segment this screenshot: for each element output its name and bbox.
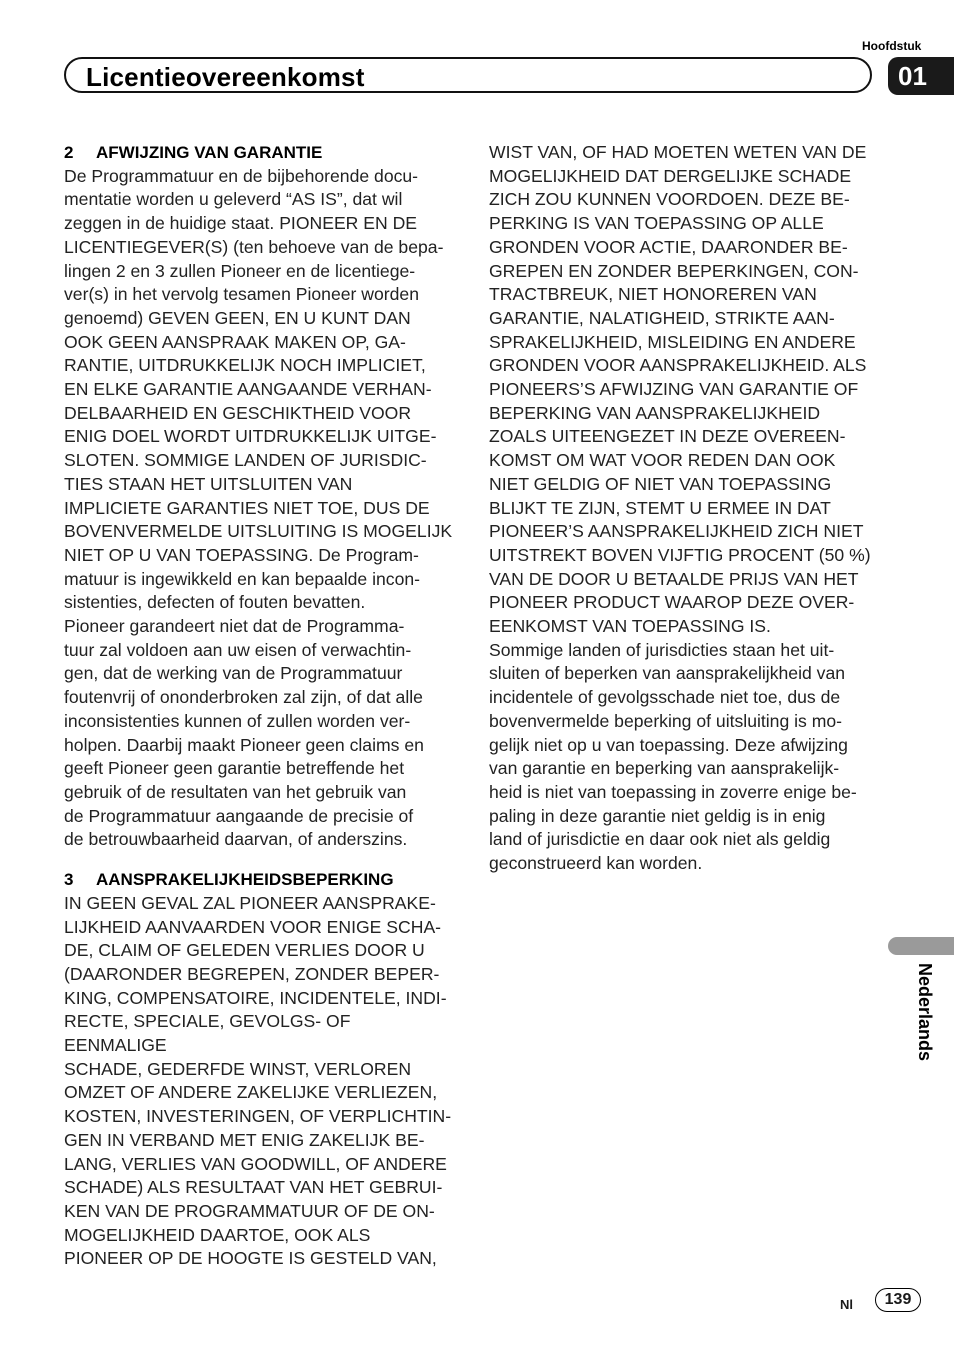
text-line: ver(s) in het vervolg tesamen Pioneer worden: [64, 284, 419, 305]
text-line: sluiten of beperken van aansprakelijkheid van: [489, 663, 846, 684]
text-line: van garantie en beperking van aansprakelijk-: [489, 758, 840, 779]
text-line: UITSTREKT BOVEN VIJFTIG PROCENT (50 %): [489, 544, 871, 565]
text-line: SCHADE, GEDERFDE WINST, VERLOREN: [64, 1058, 412, 1079]
text-line: gen, dat de werking van de Programmatuur: [64, 663, 403, 684]
language-tab: [888, 937, 954, 955]
text-line: PERKING IS VAN TOEPASSING OP ALLE: [489, 213, 824, 234]
text-line: heid is niet van toepassing in zoverre enige be-: [489, 781, 857, 802]
text-line: PIONEER OP DE HOOGTE IS GESTELD VAN,: [64, 1248, 437, 1269]
text-line: ENIG DOEL WORDT UITDRUKKELIJK UITGE-: [64, 426, 437, 447]
text-line: TIES STAAN HET UITSLUITEN VAN: [64, 473, 353, 494]
text-line: DE, CLAIM OF GELEDEN VERLIES DOOR U: [64, 940, 425, 961]
text-line: foutenvrij of ononderbroken zal zijn, of dat alle: [64, 687, 423, 708]
text-line: NIET OP U VAN TOEPASSING. De Program-: [64, 544, 419, 565]
text-line: ZICH ZOU KUNNEN VOORDOEN. DEZE BE-: [489, 189, 850, 210]
text-line: land of jurisdictie en daar ook niet als geldig: [489, 829, 831, 850]
text-line: IMPLICIETE GARANTIES NIET TOE, DUS DE: [64, 497, 430, 518]
text-line: tuur zal voldoen aan uw eisen of verwachtin-: [64, 639, 412, 660]
text-line: LANG, VERLIES VAN GOODWILL, OF ANDERE: [64, 1153, 447, 1174]
text-line: (DAARONDER BEGREPEN, ZONDER BEPER-: [64, 963, 440, 984]
text-line: inconsistenties kunnen of zullen worden ver-: [64, 710, 411, 731]
text-line: OOK GEEN AANSPRAAK MAKEN OP, GA-: [64, 331, 406, 352]
text-line: VAN DE DOOR U BETAALDE PRIJS VAN HET: [489, 568, 859, 589]
text-line: GARANTIE, NALATIGHEID, STRIKTE AAN-: [489, 307, 835, 328]
chapter-label: Hoofdstuk: [862, 39, 922, 53]
text-line: Pioneer garandeert niet dat de Programma-: [64, 616, 405, 637]
left-column: [64, 141, 456, 1271]
text-line: de Programmatuur aangaande de precisie of: [64, 805, 414, 826]
text-line: geeft Pioneer geen garantie betreffende het: [64, 758, 405, 779]
chapter-number-badge: 01: [888, 57, 954, 95]
text-line: EENKOMST VAN TOEPASSING IS.: [489, 616, 771, 637]
text-line: incidentele of gevolgsschade niet toe, dus de: [489, 687, 841, 708]
text-line: GRONDEN VOOR AANSPRAKELIJKHEID. ALS: [489, 355, 867, 376]
section-3-body: [64, 892, 456, 1271]
text-line: DELBAARHEID EN GESCHIKTHEID VOOR: [64, 402, 412, 423]
text-line: bovenvermelde beperking of uitsluiting is mo-: [489, 710, 843, 731]
text-line: zeggen in de huidige staat. PIONEER EN DE: [64, 213, 418, 234]
section-2-body: [64, 165, 456, 852]
text-line: MOGELIJKHEID DAARTOE, OOK ALS: [64, 1224, 371, 1245]
section-2-title: AFWIJZING VAN GARANTIE: [96, 143, 323, 162]
text-line: ZOALS UITEENGEZET IN DEZE OVEREEN-: [489, 426, 846, 447]
text-line: RANTIE, UITDRUKKELIJK NOCH IMPLICIET,: [64, 355, 426, 376]
text-line: PIONEERS’S AFWIJZING VAN GARANTIE OF: [489, 379, 859, 400]
text-line: PIONEER PRODUCT WAAROP DEZE OVER-: [489, 592, 855, 613]
section-2-heading: [64, 141, 456, 165]
text-line: Sommige landen of jurisdicties staan het uit-: [489, 639, 835, 660]
text-line: gelijk niet op u van toepassing. Deze afwijzing: [489, 734, 848, 755]
text-line: de betrouwbaarheid daarvan, of anderszins.: [64, 829, 408, 850]
text-line: geconstrueerd kan worden.: [489, 853, 703, 874]
text-line: SLOTEN. SOMMIGE LANDEN OF JURISDIC-: [64, 450, 427, 471]
right-column: [489, 141, 881, 876]
text-line: genoemd) GEVEN GEEN, EN U KUNT DAN: [64, 307, 411, 328]
page-title: Licentieovereenkomst: [86, 62, 365, 92]
text-line: BOVENVERMELDE UITSLUITING IS MOGELIJK: [64, 521, 453, 542]
text-line: WIST VAN, OF HAD MOETEN WETEN VAN DE: [489, 142, 867, 162]
text-line: EN ELKE GARANTIE AANGAANDE VERHAN-: [64, 379, 432, 400]
text-line: TRACTBREUK, NIET HONOREREN VAN: [489, 284, 817, 305]
page-number: 139: [875, 1288, 921, 1312]
text-line: KOMST OM WAT VOOR REDEN DAN OOK: [489, 450, 836, 471]
language-label: Nederlands: [915, 963, 935, 1062]
text-line: RECTE, SPECIALE, GEVOLGS- OF EENMALIGE: [64, 1011, 351, 1056]
text-line: LICENTIEGEVER(S) (ten behoeve van de bepa-: [64, 236, 444, 257]
text-line: BEPERKING VAN AANSPRAKELIJKHEID: [489, 402, 821, 423]
section-2-number: 2: [64, 143, 74, 162]
text-line: paling in deze garantie niet geldig is in enig: [489, 805, 826, 826]
section-3-number: 3: [64, 870, 74, 890]
text-line: SCHADE) ALS RESULTAAT VAN HET GEBRUI-: [64, 1177, 443, 1198]
text-line: OMZET OF ANDERE ZAKELIJKE VERLIEZEN,: [64, 1082, 438, 1103]
text-line: matuur is ingewikkeld en kan bepaalde incon-: [64, 568, 420, 589]
title-bar: [64, 57, 872, 93]
text-line: KING, COMPENSATOIRE, INCIDENTELE, INDI-: [64, 987, 447, 1008]
section-3-title: AANSPRAKELIJKHEIDSBEPERKING: [96, 870, 394, 890]
text-line: GRONDEN VOOR ACTIE, DAARONDER BE-: [489, 236, 848, 257]
text-line: mentatie worden u geleverd “AS IS”, dat wil: [64, 189, 403, 210]
text-line: NIET GELDIG OF NIET VAN TOEPASSING: [489, 473, 832, 494]
footer-language-code: Nl: [840, 1297, 853, 1312]
text-line: lingen 2 en 3 zullen Pioneer en de licentiege-: [64, 260, 416, 281]
text-line: KEN VAN DE PROGRAMMATUUR OF DE ON-: [64, 1200, 435, 1221]
text-line: De Programmatuur en de bijbehorende docu-: [64, 165, 419, 186]
right-column-body: [489, 141, 881, 876]
text-line: IN GEEN GEVAL ZAL PIONEER AANSPRAKE-: [64, 892, 436, 913]
text-line: holpen. Daarbij maakt Pioneer geen claims en: [64, 734, 424, 755]
text-line: LIJKHEID AANVAARDEN VOOR ENIGE SCHA-: [64, 916, 442, 937]
text-line: gebruik of de resultaten van het gebruik van: [64, 781, 407, 802]
text-line: sistenties, defecten of fouten bevatten.: [64, 592, 366, 613]
section-3-heading: [64, 868, 456, 892]
text-line: GREPEN EN ZONDER BEPERKINGEN, CON-: [489, 260, 859, 281]
text-line: PIONEER’S AANSPRAKELIJKHEID ZICH NIET: [489, 521, 864, 542]
text-line: GEN IN VERBAND MET ENIG ZAKELIJK BE-: [64, 1129, 425, 1150]
text-line: SPRAKELIJKHEID, MISLEIDING EN ANDERE: [489, 331, 856, 352]
text-line: BLIJKT TE ZIJN, STEMT U ERMEE IN DAT: [489, 497, 831, 518]
text-line: MOGELIJKHEID DAT DERGELIJKE SCHADE: [489, 165, 852, 186]
text-line: KOSTEN, INVESTERINGEN, OF VERPLICHTIN-: [64, 1106, 452, 1127]
